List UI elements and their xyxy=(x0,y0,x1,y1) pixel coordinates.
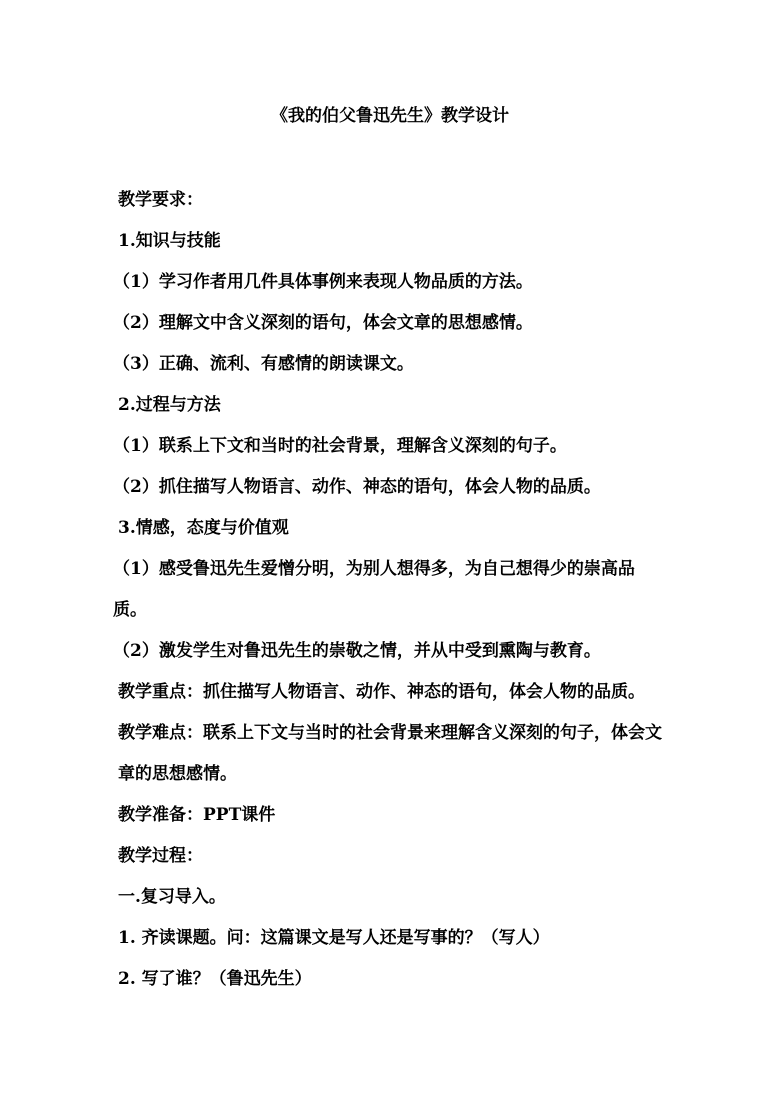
subsection-heading-knowledge: 1.知识与技能 xyxy=(118,231,221,251)
list-item: （2）理解文中含义深刻的语句，体会文章的思想感情。 xyxy=(113,313,533,333)
list-item: （1）学习作者用几件具体事例来表现人物品质的方法。 xyxy=(113,272,533,292)
document-body xyxy=(113,180,666,1000)
list-item: （2）抓住描写人物语言、动作、神态的语句，体会人物的品质。 xyxy=(113,477,601,497)
subsection-heading-emotion: 3.情感，态度与价值观 xyxy=(118,518,289,538)
document-title: 《我的伯父鲁迅先生》教学设计 xyxy=(271,106,509,126)
teaching-difficulty: 教学难点：联系上下文与当时的社会背景来理解含义深刻的句子，体会文章的思想感情。 xyxy=(118,723,662,784)
list-item: （1）联系上下文和当时的社会背景，理解含义深刻的句子。 xyxy=(113,436,567,456)
step-item: 1. 齐读课题。问：这篇课文是写人还是写事的？（写人） xyxy=(118,928,550,948)
list-item: （1）感受鲁迅先生爱憎分明，为别人想得多，为自己想得少的崇高品质。 xyxy=(113,559,635,620)
section-heading-process: 教学过程： xyxy=(118,846,203,866)
teaching-preparation: 教学准备：PPT课件 xyxy=(118,805,276,825)
step-heading-review: 一.复习导入。 xyxy=(118,887,226,907)
teaching-key-point: 教学重点：抓住描写人物语言、动作、神态的语句，体会人物的品质。 xyxy=(118,682,645,702)
section-heading-requirements: 教学要求： xyxy=(118,190,203,210)
step-item: 2. 写了谁？（鲁迅先生） xyxy=(118,969,312,989)
list-item: （2）激发学生对鲁迅先生的崇敬之情，并从中受到熏陶与教育。 xyxy=(113,641,601,661)
list-item: （3）正确、流利、有感情的朗读课文。 xyxy=(113,354,414,374)
subsection-heading-process: 2.过程与方法 xyxy=(118,395,221,415)
